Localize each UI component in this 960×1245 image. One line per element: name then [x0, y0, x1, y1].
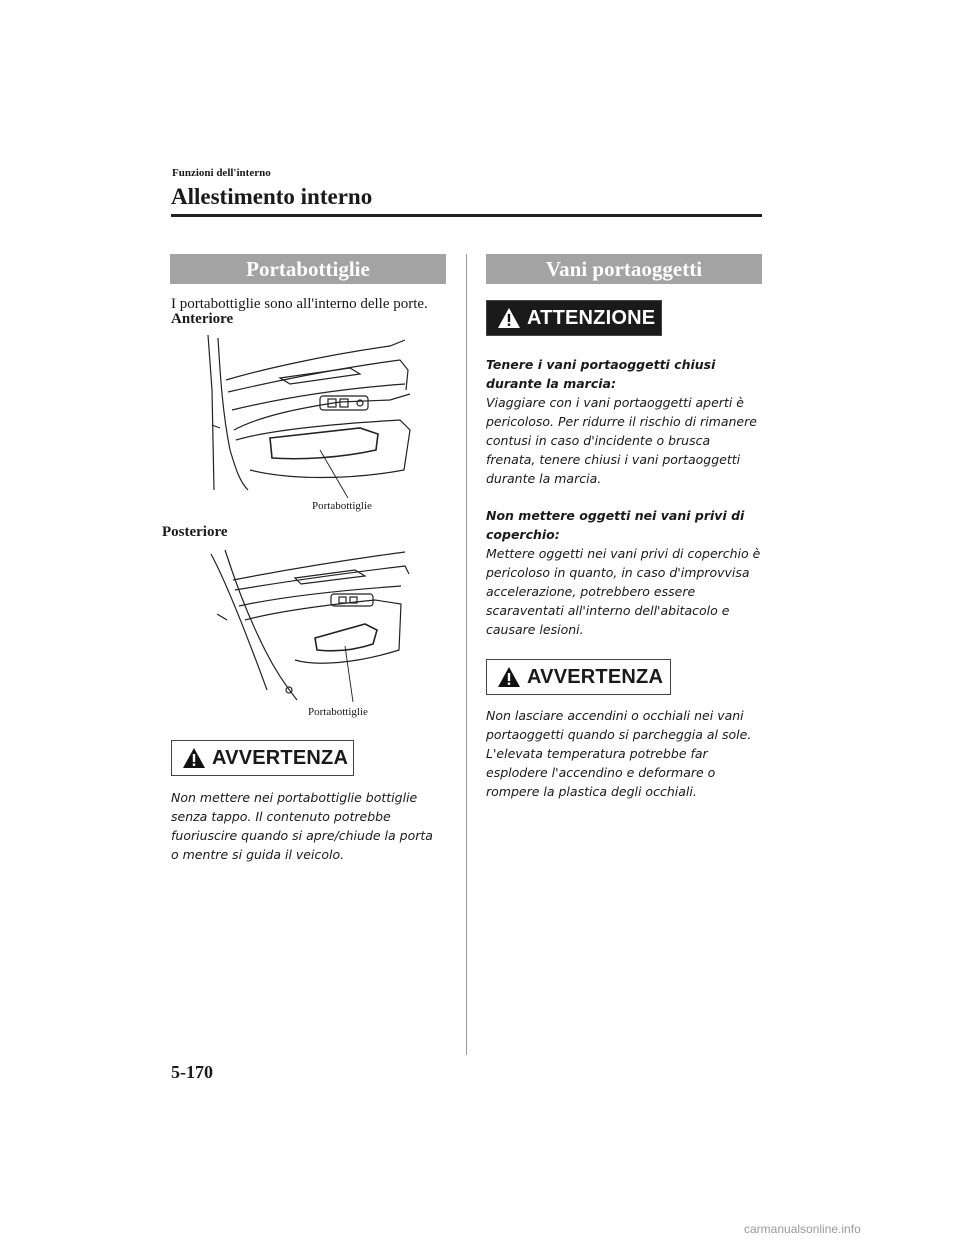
rear-door-illustration — [205, 540, 425, 705]
caution-triangle-icon — [497, 307, 521, 329]
warning-triangle-icon — [182, 747, 206, 769]
footer-watermark: carmanualsonline.info — [744, 1222, 861, 1236]
caution2-text: Mettere oggetti nei vani privi di coperchio è pericoloso in quanto, in caso d'improvvisa accelerazione, potrebbero essere scaraventati all'interno dell'abitacolo e causare lesioni. — [486, 546, 761, 637]
front-caption: Portabottiglie — [312, 500, 372, 512]
warning-label: AVVERTENZA — [527, 665, 664, 688]
warning-box-right — [486, 659, 671, 695]
warning-text-left: Non mettere nei portabottiglie bottiglie senza tappo. Il contenuto potrebbe fuoriuscire quando si apre/chiude la porta o mentre si guida il veicolo. — [171, 790, 433, 862]
rear-label: Posteriore — [162, 524, 228, 540]
caution1-heading: Tenere i vani portaoggetti chiusi durante la marcia: — [486, 357, 716, 391]
warning-triangle-icon — [497, 666, 521, 688]
front-door-illustration — [200, 330, 425, 500]
caution1-text: Viaggiare con i vani portaoggetti aperti è pericoloso. Per ridurre il rischio di rimanere contusi in caso d'incidente o brusca frenata, tenere chiusi i vani portaoggetti durante la marcia. — [486, 395, 757, 486]
section-banner-portabottiglie: Portabottiglie — [170, 254, 446, 284]
header-rule — [171, 214, 762, 217]
caution2-heading: Non mettere oggetti nei vani privi di coperchio: — [486, 508, 745, 542]
caution-label: ATTENZIONE — [527, 306, 656, 329]
rear-caption: Portabottiglie — [308, 706, 368, 718]
intro-text: I portabottiglie sono all'interno delle porte. — [171, 296, 428, 312]
page-number: 5-170 — [171, 1062, 213, 1082]
caution-box — [486, 300, 662, 336]
warning-label: AVVERTENZA — [212, 746, 349, 769]
front-label: Anteriore — [171, 311, 234, 327]
chapter-title: Allestimento interno — [171, 184, 373, 209]
column-divider — [466, 254, 467, 1055]
section-label: Funzioni dell'interno — [172, 167, 271, 179]
warning-text-right: Non lasciare accendini o occhiali nei vani portaoggetti quando si parcheggia al sole. L'elevata temperatura potrebbe far esplodere l'accendino e deformare o rompere la plastica degli occhiali. — [486, 708, 752, 799]
warning-box-left — [171, 740, 354, 776]
section-banner-vani: Vani portaoggetti — [486, 254, 762, 284]
